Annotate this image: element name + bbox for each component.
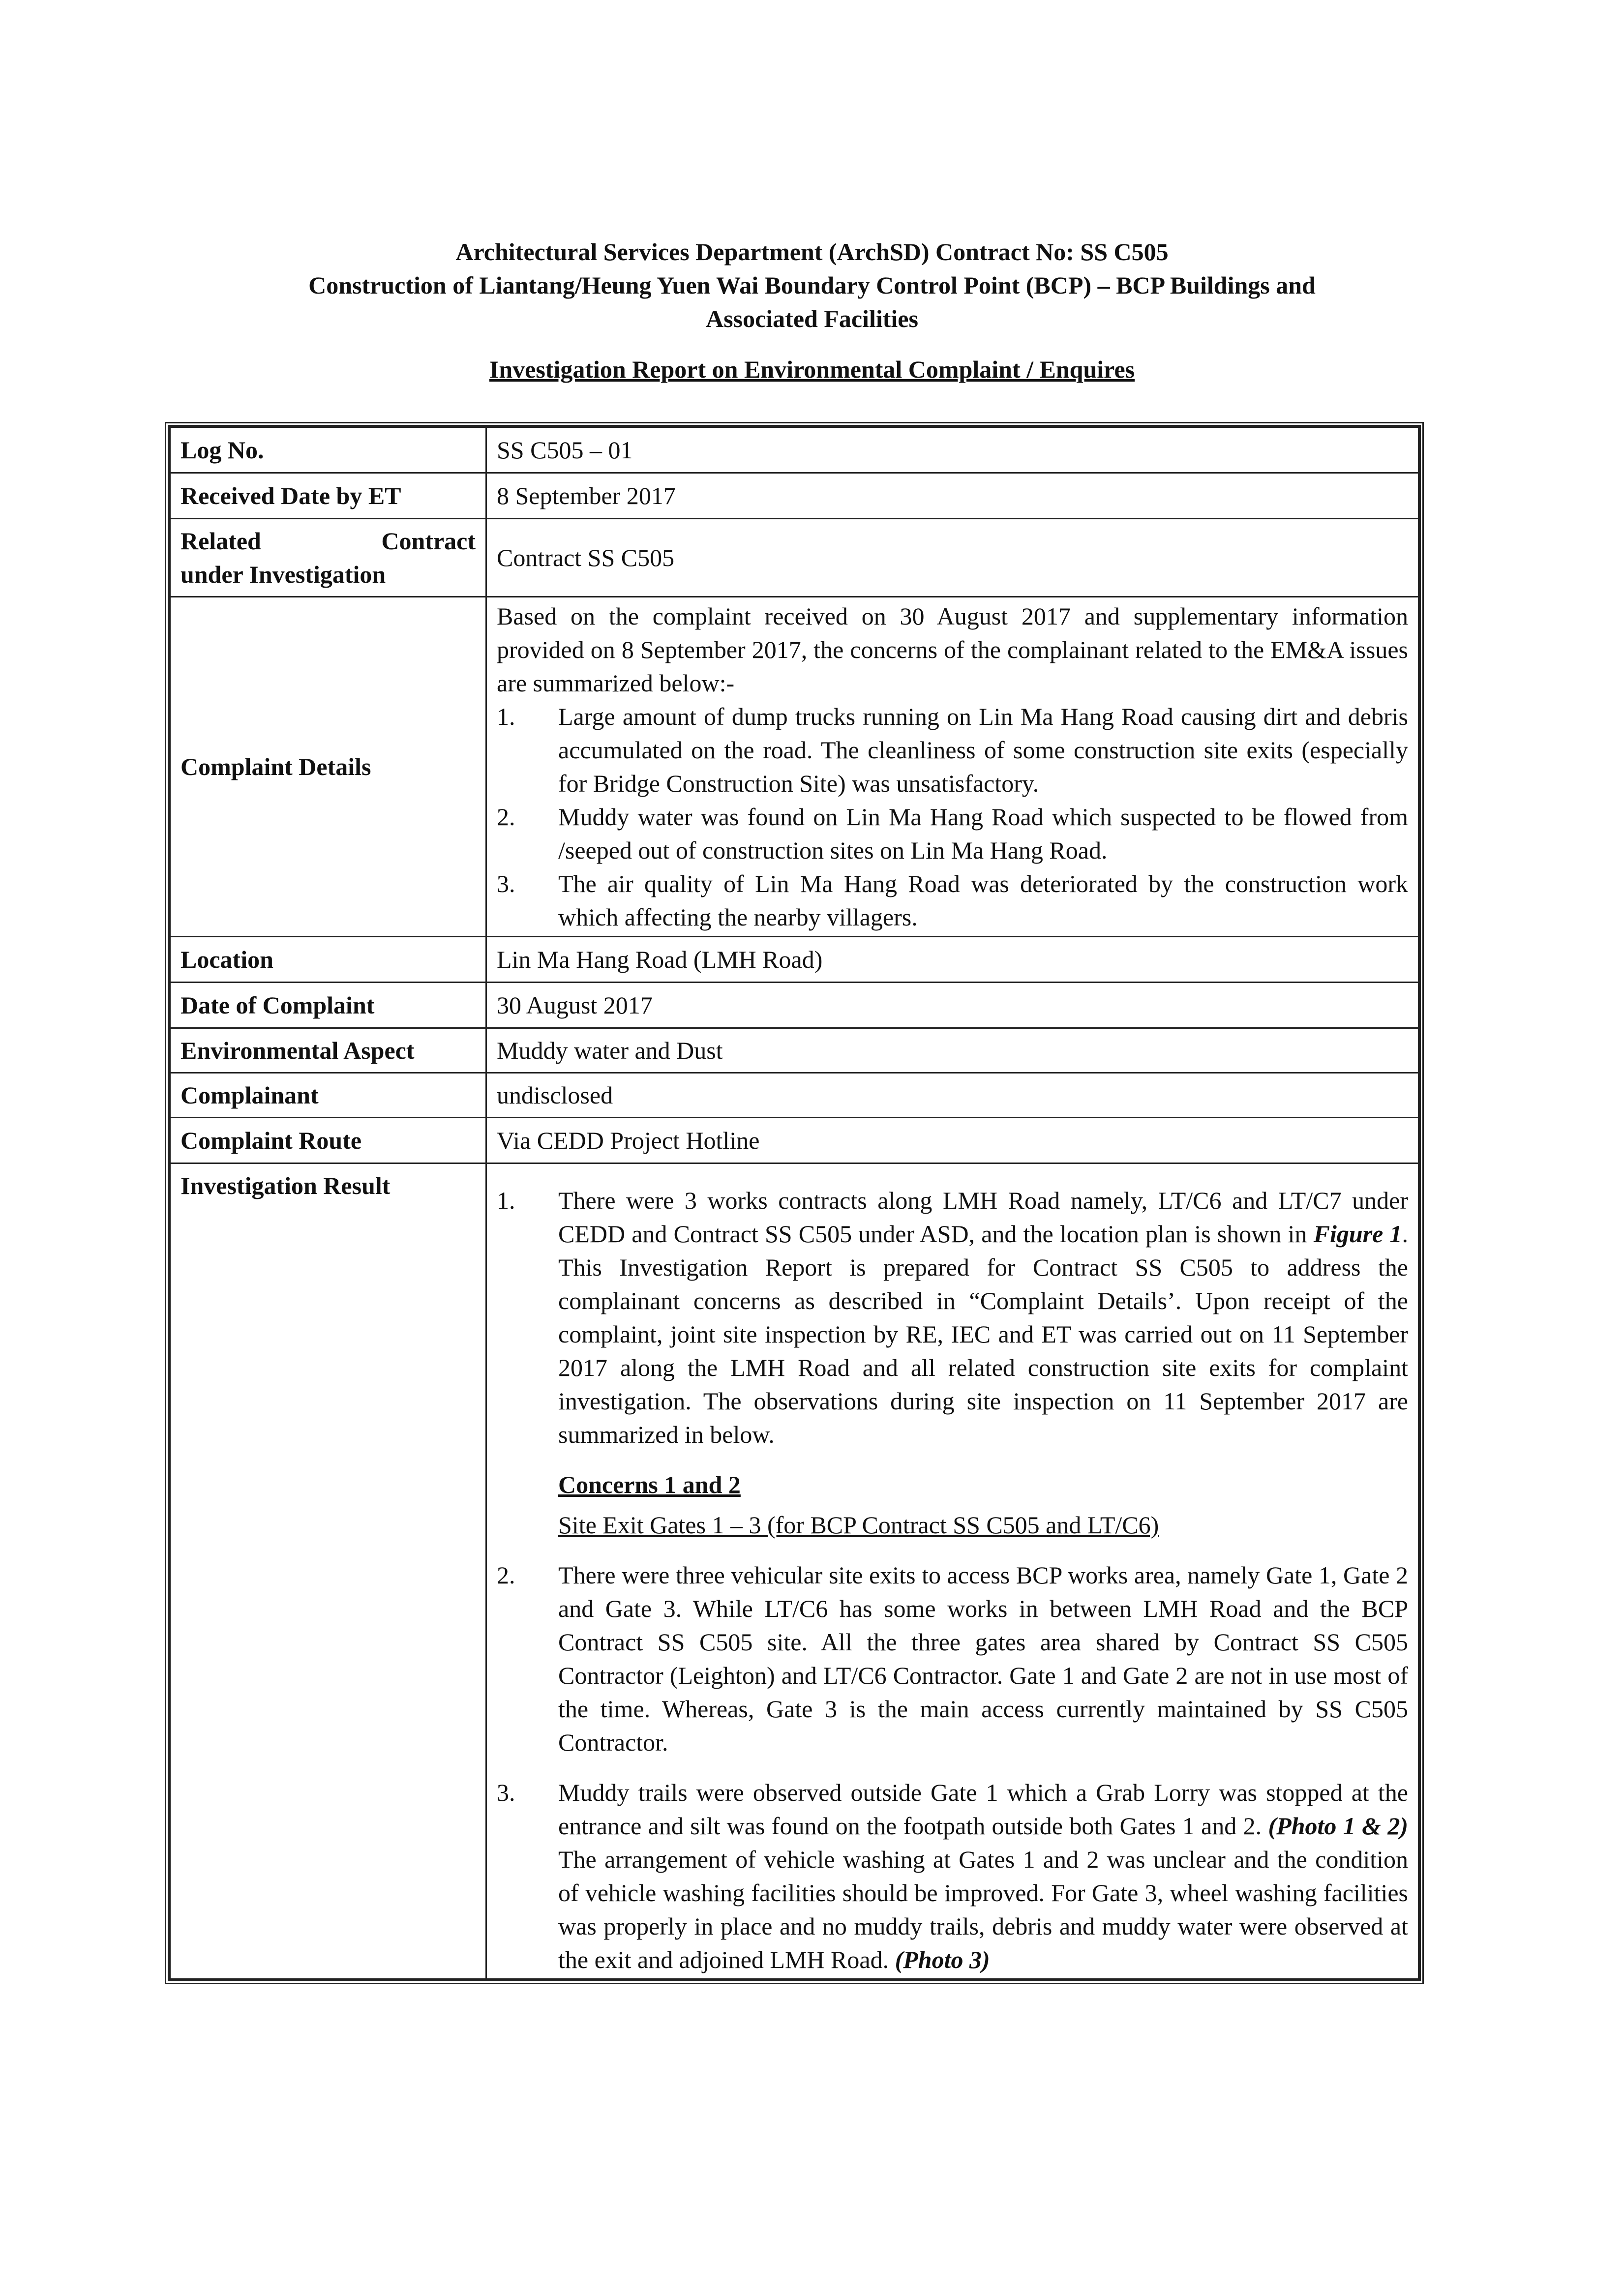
list-text: Large amount of dump trucks running on Lin Ma Hang Road causing dirt and debris accumulated on the road. The cleanliness of some construction site exits (especially for Bridge Construction Site) was unsatisfactory. [558, 703, 1408, 797]
list-item [497, 867, 1408, 934]
list-number: 2. [497, 803, 515, 831]
list-text [558, 1776, 1408, 1976]
table-row [170, 473, 1419, 519]
label-part: under Investigation [180, 561, 386, 588]
table-row [170, 519, 1419, 597]
document-header [0, 235, 1624, 335]
row-label: Location [170, 937, 486, 983]
row-value: Via CEDD Project Hotline [486, 1118, 1419, 1163]
list-item [497, 700, 1408, 800]
table-row [170, 597, 1419, 937]
list-text: The air quality of Lin Ma Hang Road was deteriorated by the construction work which affecting the nearby villagers. [558, 870, 1408, 931]
concerns-heading: Concerns 1 and 2 [558, 1471, 741, 1498]
table-row [170, 1028, 1419, 1073]
header-line-1: Architectural Services Department (ArchSD) Contract No: SS C505 [455, 238, 1169, 266]
investigation-result-value [486, 1163, 1419, 1979]
list-text: Muddy water was found on Lin Ma Hang Road which suspected to be flowed from /seeped out of construction sites on Lin Ma Hang Road. [558, 803, 1408, 864]
label-part: Contract [381, 527, 476, 555]
row-value: Muddy water and Dust [486, 1028, 1419, 1073]
row-label: Received Date by ET [170, 473, 486, 519]
list-item [497, 800, 1408, 867]
row-value: SS C505 – 01 [486, 427, 1419, 473]
row-label: Complaint Details [170, 597, 486, 937]
row-label: Log No. [170, 427, 486, 473]
list-text: There were three vehicular site exits to access BCP works area, namely Gate 1, Gate 2 and Gate 3. While LT/C6 has some works in between LMH Road and the BCP Contract SS C505 site. All the three gates area shared by Contract SS C505 Contractor (Leighton) and LT/C6 Contractor. Gate 1 and Gate 2 are not in use most of the time. Whereas, Gate 3 is the main access currently maintained by SS C505 Contractor. [558, 1561, 1408, 1756]
row-value: 30 August 2017 [486, 983, 1419, 1028]
list-text [558, 1184, 1408, 1451]
list-number: 3. [497, 870, 515, 897]
complaint-intro: Based on the complaint received on 30 August 2017 and supplementary information provided on 8 September 2017, the concerns of the complainant related to the EM&A issues are summarized below:- [497, 602, 1408, 697]
row-label: Date of Complaint [170, 983, 486, 1028]
table-row [170, 983, 1419, 1028]
complaint-details-value [486, 597, 1419, 937]
list-item [497, 1184, 1408, 1451]
row-label: Complainant [170, 1073, 486, 1118]
list-number: 1. [497, 1187, 515, 1214]
photo-reference: (Photo 3) [895, 1946, 990, 1973]
row-value: 8 September 2017 [486, 473, 1419, 519]
header-line-3: Associated Facilities [706, 305, 918, 332]
row-label: Environmental Aspect [170, 1028, 486, 1073]
row-value: undisclosed [486, 1073, 1419, 1118]
list-item [497, 1776, 1408, 1976]
table-row [170, 1118, 1419, 1163]
complaint-table [165, 422, 1424, 1984]
table-row [170, 427, 1419, 473]
table-row [170, 1073, 1419, 1118]
figure-reference: Figure 1 [1313, 1220, 1402, 1248]
row-value: Lin Ma Hang Road (LMH Road) [486, 937, 1419, 983]
table-row [170, 937, 1419, 983]
report-title: Investigation Report on Environmental Complaint / Enquires [489, 356, 1135, 383]
label-part: Related [180, 527, 261, 555]
photo-reference: (Photo 1 & 2) [1268, 1812, 1408, 1840]
header-line-2: Construction of Liantang/Heung Yuen Wai Boundary Control Point (BCP) – BCP Buildings and [308, 271, 1316, 299]
table-row [170, 1163, 1419, 1979]
list-number: 3. [497, 1779, 515, 1806]
row-label: Complaint Route [170, 1118, 486, 1163]
list-item [497, 1558, 1408, 1759]
list-number: 1. [497, 703, 515, 730]
list-number: 2. [497, 1561, 515, 1589]
text-run: Muddy trails were observed outside Gate 1 which a Grab Lorry was stopped at the entrance and silt was found on the footpath outside both Gates 1 and 2. [558, 1779, 1408, 1840]
text-run: There were 3 works contracts along LMH Road namely, LT/C6 and LT/C7 under CEDD and Contract SS C505 under ASD, and the location plan is shown in [558, 1187, 1408, 1248]
row-value: Contract SS C505 [486, 519, 1419, 597]
text-run: . This Investigation Report is prepared for Contract SS C505 to address the complainant concerns as described in “Complaint Details’. Upon receipt of the complaint, joint site inspection by RE, IEC and ET was carried out on 11 September 2017 along the LMH Road and all related construction site exits for complaint investigation. The observations during site inspection on 11 September 2017 are summarized in below. [558, 1220, 1408, 1448]
text-run: The arrangement of vehicle washing at Gates 1 and 2 was unclear and the condition of vehicle washing facilities should be improved. For Gate 3, wheel washing facilities was properly in place and no muddy trails, debris and muddy water were observed at the exit and adjoined LMH Road. [558, 1846, 1408, 1973]
row-label: Investigation Result [170, 1163, 486, 1979]
site-exit-heading: Site Exit Gates 1 – 3 (for BCP Contract SS C505 and LT/C6) [558, 1511, 1159, 1539]
row-label [170, 519, 486, 597]
